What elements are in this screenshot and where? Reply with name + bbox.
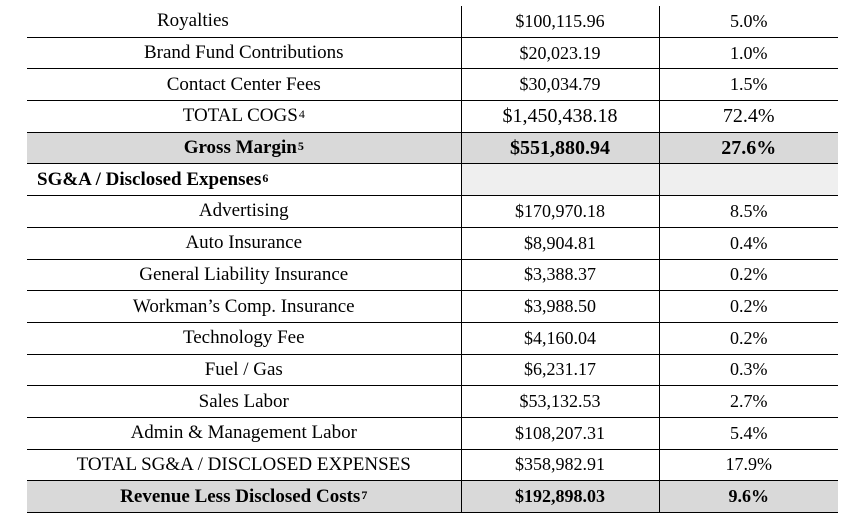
row-amount: $6,231.17 [461,354,659,386]
revenue-less-costs-row [27,481,838,513]
empty-cell [461,164,659,196]
table-row [27,386,838,418]
section-header-row [27,164,838,196]
row-percent: 0.2% [659,259,838,291]
footnote-marker: 5 [297,139,304,154]
table-row [27,417,838,449]
table-row [27,37,838,69]
row-amount: $170,970.18 [461,196,659,228]
row-label: Gross Margin [183,137,297,159]
row-label: TOTAL SG&A / DISCLOSED EXPENSES [27,449,461,481]
row-percent: 1.5% [659,69,838,101]
row-percent: 0.2% [659,291,838,323]
row-label-cell [27,132,461,164]
row-amount: $1,450,438.18 [461,101,659,133]
section-label: SG&A / Disclosed Expenses [37,168,262,190]
total-cogs-row [27,101,838,133]
row-label: Advertising [27,196,461,228]
row-label: TOTAL COGS [182,105,298,127]
row-amount: $3,988.50 [461,291,659,323]
footnote-marker: 7 [361,487,368,502]
row-percent: 0.3% [659,354,838,386]
row-amount: $8,904.81 [461,227,659,259]
row-label-cell [27,481,461,513]
section-label-cell [27,164,461,196]
row-label: Auto Insurance [27,227,461,259]
row-label: Royalties [27,6,461,37]
row-amount: $551,880.94 [461,132,659,164]
row-amount: $192,898.03 [461,481,659,513]
row-percent: 72.4% [659,101,838,133]
row-percent: 1.0% [659,37,838,69]
footnote-marker: 4 [298,107,305,122]
row-percent: 27.6% [659,132,838,164]
row-amount: $20,023.19 [461,37,659,69]
table-row [27,322,838,354]
row-label: Admin & Management Labor [27,417,461,449]
table-row [27,354,838,386]
table-row [27,227,838,259]
row-label: Technology Fee [27,322,461,354]
row-label: Workman’s Comp. Insurance [27,291,461,323]
row-amount: $108,207.31 [461,417,659,449]
row-percent: 2.7% [659,386,838,418]
row-amount: $30,034.79 [461,69,659,101]
row-percent: 0.4% [659,227,838,259]
row-percent: 5.4% [659,417,838,449]
table-row [27,259,838,291]
row-amount: $358,982.91 [461,449,659,481]
row-percent: 9.6% [659,481,838,513]
row-percent: 8.5% [659,196,838,228]
row-percent: 5.0% [659,6,838,37]
row-label-cell [27,101,461,133]
row-amount: $100,115.96 [461,6,659,37]
row-amount: $3,388.37 [461,259,659,291]
table-row [27,69,838,101]
row-percent: 17.9% [659,449,838,481]
table-row [27,196,838,228]
row-label: Contact Center Fees [27,69,461,101]
footnote-marker: 6 [262,170,269,185]
row-label: Sales Labor [27,386,461,418]
row-percent: 0.2% [659,322,838,354]
table-row [27,291,838,323]
financial-table [27,6,838,513]
table-row [27,6,838,37]
gross-margin-row [27,132,838,164]
row-label: Brand Fund Contributions [27,37,461,69]
row-label: Fuel / Gas [27,354,461,386]
row-label: Revenue Less Disclosed Costs [120,485,361,507]
total-sga-row [27,449,838,481]
row-label: General Liability Insurance [27,259,461,291]
row-amount: $4,160.04 [461,322,659,354]
empty-cell [659,164,838,196]
row-amount: $53,132.53 [461,386,659,418]
